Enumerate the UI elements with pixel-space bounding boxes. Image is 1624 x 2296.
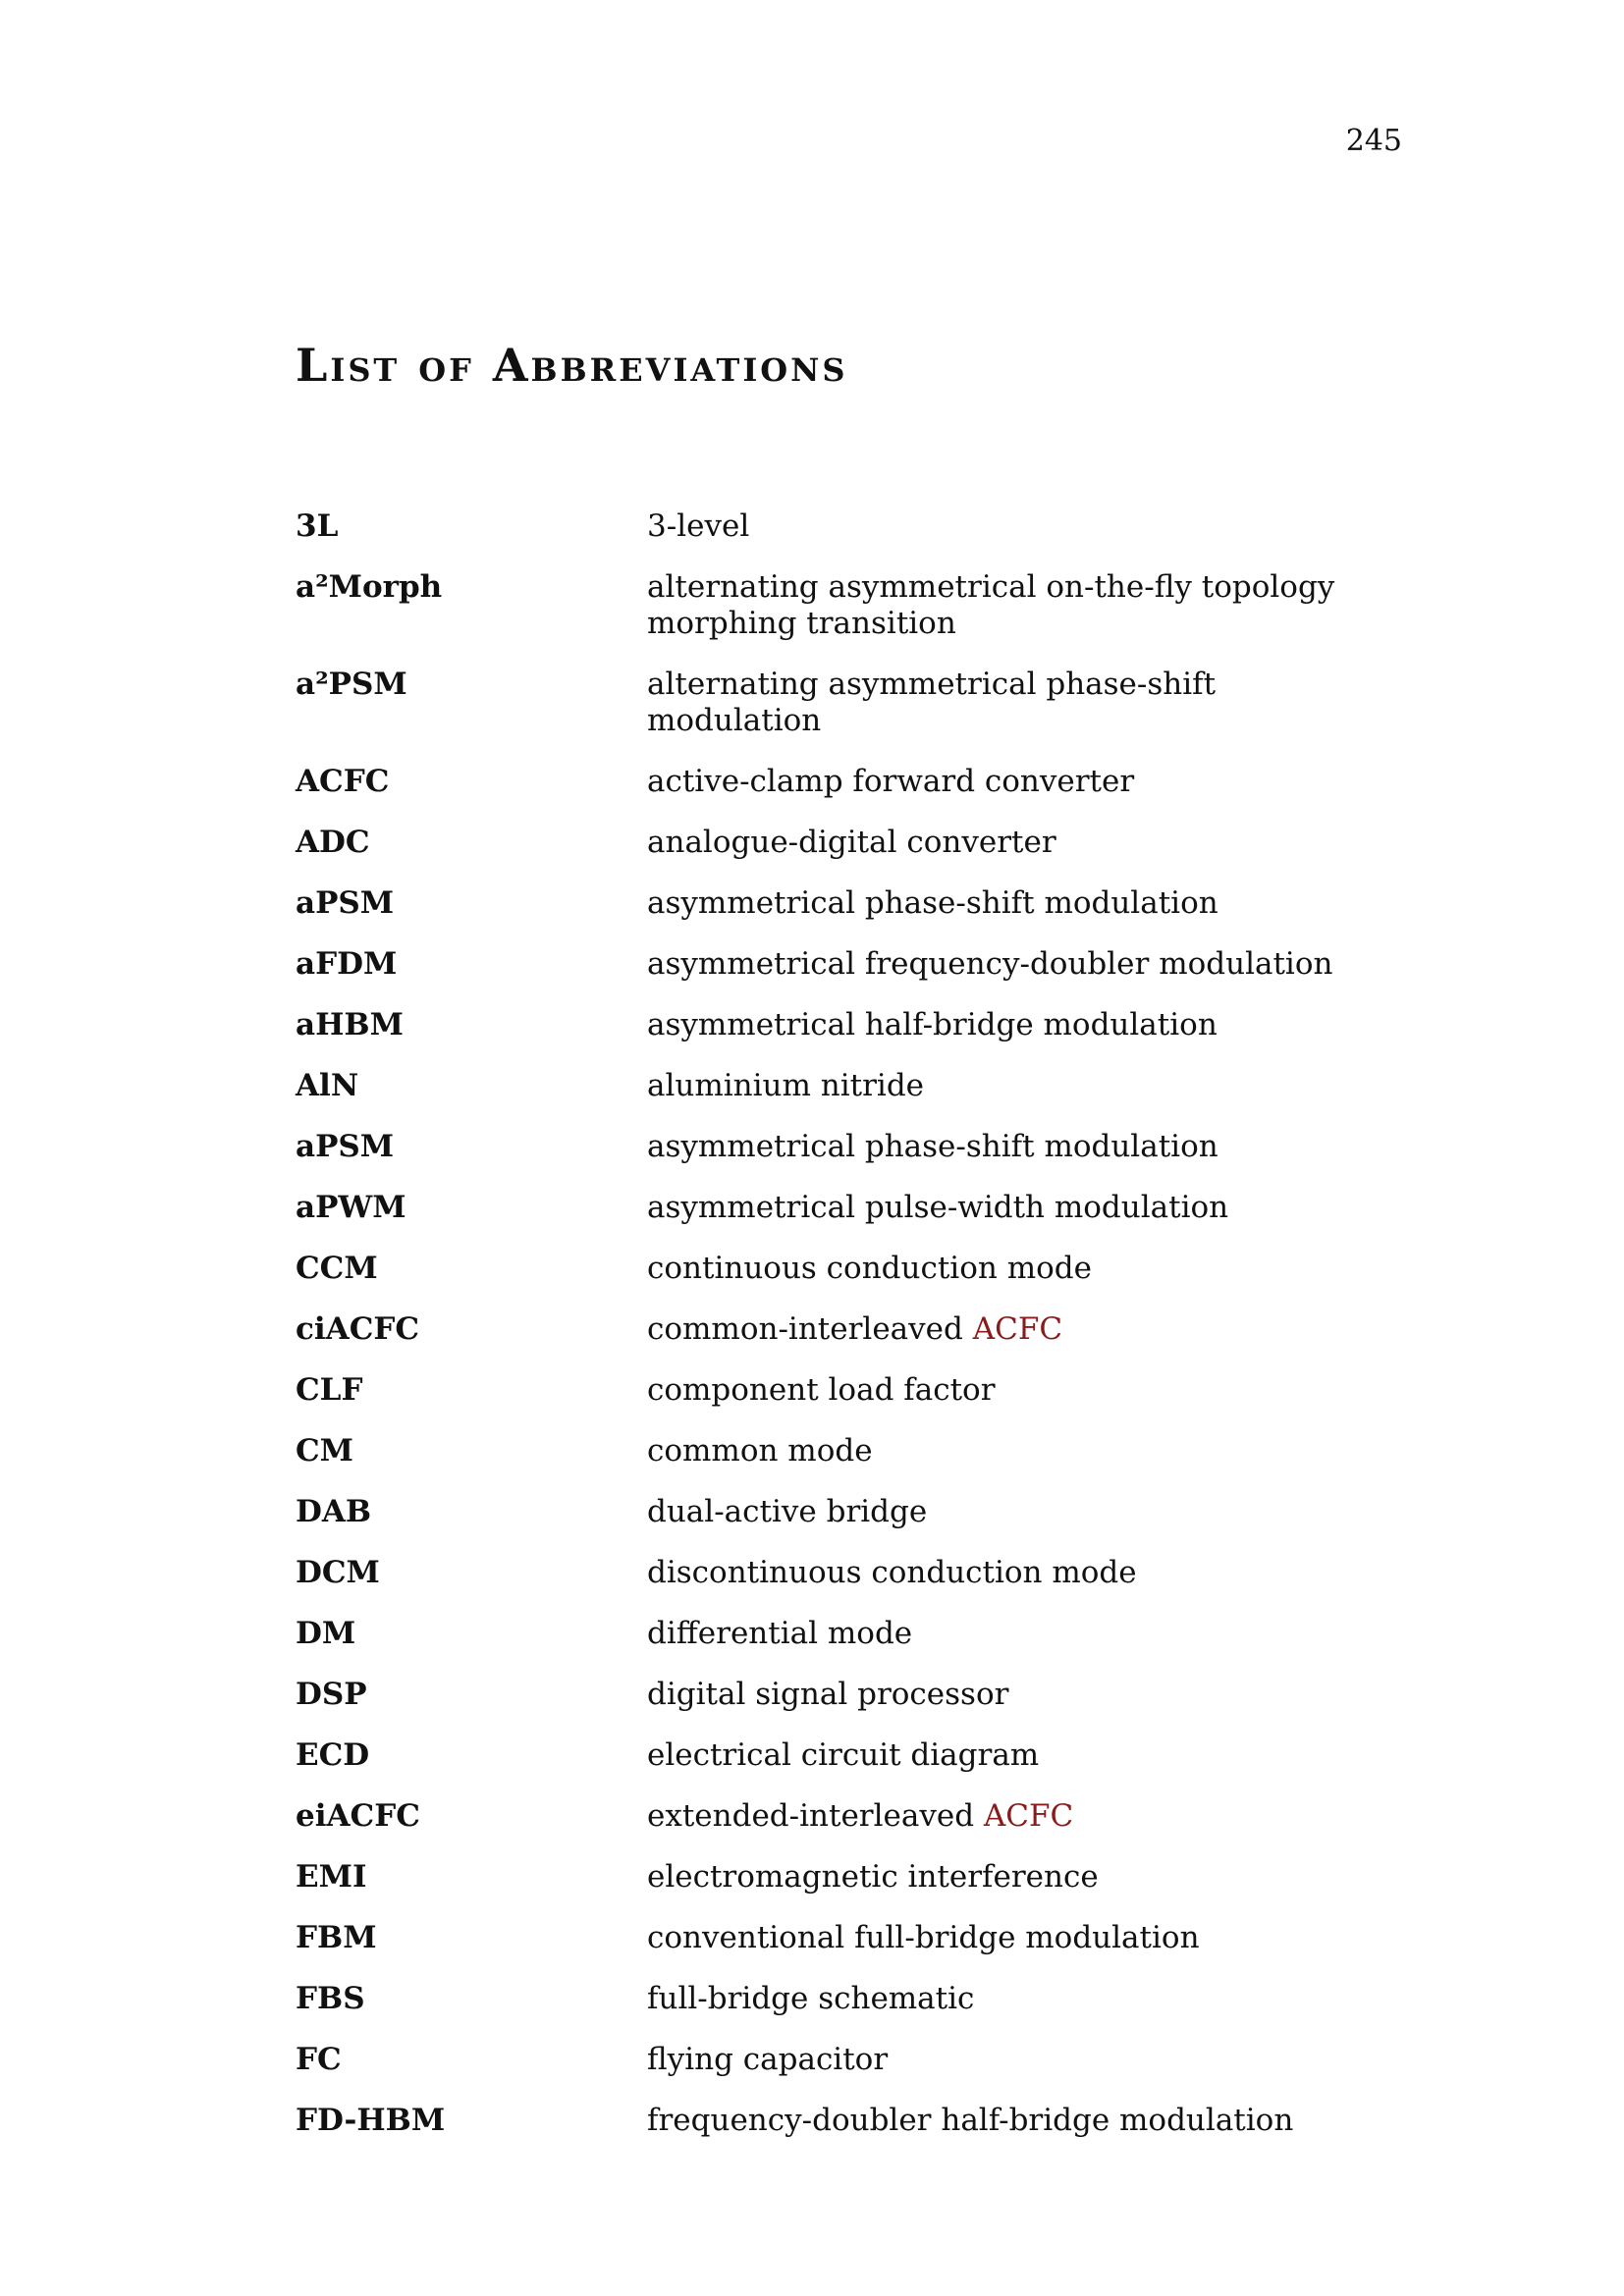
abbreviation-term: DAB: [296, 1494, 372, 1529]
abbreviation-definition: [647, 946, 1395, 983]
abbreviation-row: [296, 1311, 1395, 1348]
abbreviation-term: 3L: [296, 508, 339, 544]
abbreviation-definition: [647, 508, 1395, 545]
abbreviation-term: CLF: [296, 1372, 363, 1408]
abbreviation-term: a²PSM: [296, 667, 407, 702]
abbreviation-term: AlN: [296, 1068, 359, 1103]
abbreviation-list: [296, 508, 1395, 2163]
abbreviation-definition: [647, 1737, 1395, 1774]
definition-text: component load factor: [647, 1372, 996, 1408]
abbreviation-row: [296, 825, 1395, 861]
definition-text: active-clamp forward converter: [647, 764, 1135, 799]
abbreviation-row: [296, 2042, 1395, 2078]
definition-text: electromagnetic interference: [647, 1859, 1099, 1895]
abbreviation-term: FC: [296, 2042, 342, 2077]
abbreviation-term: CM: [296, 1433, 353, 1468]
abbreviation-term: CCM: [296, 1251, 378, 1286]
definition-text: common-interleaved: [647, 1311, 973, 1347]
definition-text: full-bridge schematic: [647, 1981, 975, 2016]
abbreviation-definition: [647, 1677, 1395, 1713]
abbreviation-definition: [647, 825, 1395, 861]
abbreviation-row: [296, 1981, 1395, 2017]
abbreviation-row: [296, 1859, 1395, 1896]
definition-text: electrical circuit diagram: [647, 1737, 1040, 1773]
definition-text: analogue-digital converter: [647, 825, 1056, 860]
definition-text: discontinuous conduction mode: [647, 1555, 1137, 1590]
abbreviation-row: [296, 1494, 1395, 1530]
page-number: 245: [1345, 124, 1402, 158]
abbreviation-definition: [647, 1007, 1395, 1043]
definition-text: alternating asymmetrical phase-shift modulation: [647, 667, 1217, 738]
abbreviation-definition: [647, 1129, 1395, 1165]
abbreviation-term: FBS: [296, 1981, 365, 2016]
definition-text: digital signal processor: [647, 1677, 1009, 1712]
abbreviation-definition: [647, 667, 1395, 739]
abbreviation-row: [296, 1251, 1395, 1287]
abbreviation-term: FD-HBM: [296, 2103, 446, 2138]
abbreviation-term: ECD: [296, 1737, 370, 1773]
abbreviation-term: a²Morph: [296, 569, 443, 605]
definition-text: alternating asymmetrical on-the-fly topology morphing transition: [647, 569, 1335, 641]
definition-text: frequency-doubler half-bridge modulation: [647, 2103, 1294, 2138]
abbreviation-row: [296, 508, 1395, 545]
abbreviation-row: [296, 1616, 1395, 1652]
abbreviation-term: aPSM: [296, 1129, 395, 1164]
abbreviation-row: [296, 667, 1395, 739]
abbreviation-definition: [647, 1433, 1395, 1469]
abbreviation-definition: [647, 1251, 1395, 1287]
abbreviation-row: [296, 946, 1395, 983]
definition-text: asymmetrical half-bridge modulation: [647, 1007, 1218, 1042]
abbreviation-term: ADC: [296, 825, 370, 860]
abbreviation-term: EMI: [296, 1859, 367, 1895]
abbreviation-definition: [647, 764, 1395, 800]
abbreviation-definition: [647, 885, 1395, 922]
definition-text: 3-level: [647, 508, 750, 544]
definition-text: differential mode: [647, 1616, 913, 1651]
abbreviation-row: [296, 1190, 1395, 1226]
abbreviation-row: [296, 764, 1395, 800]
abbreviation-definition: [647, 1859, 1395, 1896]
abbreviation-row: [296, 1129, 1395, 1165]
abbreviation-definition: [647, 1555, 1395, 1591]
definition-text: conventional full-bridge modulation: [647, 1920, 1200, 1955]
definition-text: dual-active bridge: [647, 1494, 928, 1529]
definition-text: aluminium nitride: [647, 1068, 925, 1103]
definition-text: common mode: [647, 1433, 873, 1468]
abbreviation-link[interactable]: ACFC: [983, 1798, 1074, 1834]
definition-text: asymmetrical pulse-width modulation: [647, 1190, 1229, 1225]
definition-text: extended-interleaved: [647, 1798, 984, 1834]
abbreviation-term: ciACFC: [296, 1311, 420, 1347]
abbreviation-row: [296, 885, 1395, 922]
abbreviation-row: [296, 1007, 1395, 1043]
abbreviation-row: [296, 1555, 1395, 1591]
abbreviation-definition: [647, 1616, 1395, 1652]
definition-text: asymmetrical frequency-doubler modulation: [647, 946, 1333, 982]
abbreviation-definition: [647, 2042, 1395, 2078]
abbreviation-term: DSP: [296, 1677, 367, 1712]
abbreviation-definition: [647, 1372, 1395, 1409]
abbreviation-row: [296, 569, 1395, 642]
abbreviation-term: aPWM: [296, 1190, 406, 1225]
abbreviation-term: DCM: [296, 1555, 380, 1590]
abbreviation-term: DM: [296, 1616, 356, 1651]
abbreviation-term: aHBM: [296, 1007, 404, 1042]
abbreviation-row: [296, 1068, 1395, 1104]
abbreviation-definition: [647, 1311, 1395, 1348]
abbreviation-definition: [647, 569, 1395, 642]
page-title: List of Abbreviations: [296, 339, 848, 392]
abbreviation-definition: [647, 1190, 1395, 1226]
abbreviation-definition: [647, 1494, 1395, 1530]
abbreviation-definition: [647, 1920, 1395, 1956]
abbreviation-row: [296, 1737, 1395, 1774]
definition-text: flying capacitor: [647, 2042, 889, 2077]
abbreviation-row: [296, 1433, 1395, 1469]
abbreviation-row: [296, 1920, 1395, 1956]
abbreviation-row: [296, 1798, 1395, 1835]
abbreviation-definition: [647, 2103, 1395, 2139]
abbreviation-row: [296, 2103, 1395, 2139]
abbreviation-definition: [647, 1068, 1395, 1104]
abbreviation-row: [296, 1372, 1395, 1409]
abbreviation-definition: [647, 1981, 1395, 2017]
definition-text: asymmetrical phase-shift modulation: [647, 1129, 1218, 1164]
abbreviation-term: FBM: [296, 1920, 377, 1955]
definition-text: asymmetrical phase-shift modulation: [647, 885, 1218, 921]
abbreviation-link[interactable]: ACFC: [972, 1311, 1063, 1347]
abbreviation-term: aPSM: [296, 885, 395, 921]
definition-text: continuous conduction mode: [647, 1251, 1092, 1286]
abbreviation-row: [296, 1677, 1395, 1713]
abbreviation-term: aFDM: [296, 946, 398, 982]
abbreviation-term: ACFC: [296, 764, 390, 799]
abbreviation-definition: [647, 1798, 1395, 1835]
abbreviation-term: eiACFC: [296, 1798, 420, 1834]
